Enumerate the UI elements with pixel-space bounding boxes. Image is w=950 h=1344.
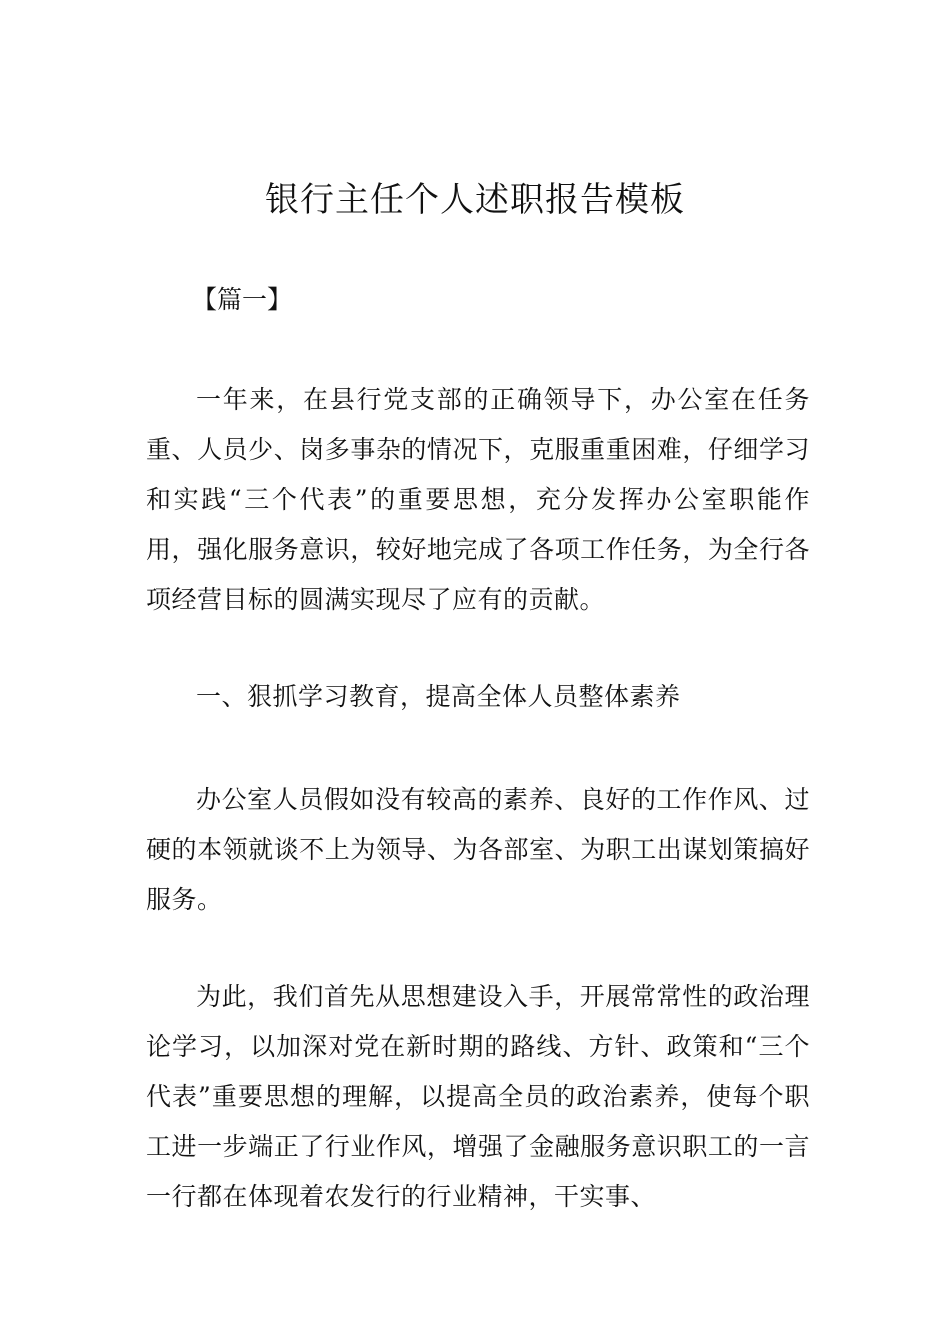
section-tag: 【篇一】 (192, 285, 293, 314)
section-heading-1: 一、狠抓学习教育，提高全体人员整体素养 (196, 682, 681, 711)
body-paragraph-1: 办公室人员假如没有较高的素养、良好的工作作风、过硬的本领就谈不上为领导、为各部室、为职工出谋划策搞好服务。 (146, 785, 810, 914)
document-title: 银行主任个人述职报告模板 (265, 180, 685, 220)
intro-paragraph: 一年来，在县行党支部的正确领导下，办公室在任务重、人员少、岗多事杂的情况下，克服重重困难，仔细学习和实践“三个代表”的重要思想，充分发挥办公室职能作用，强化服务意识，较好地完成了各项工作任务，为全行各项经营目标的圆满实现尽了应有的贡献。 (146, 385, 810, 614)
body-paragraph-2: 为此，我们首先从思想建设入手，开展常常性的政治理论学习，以加深对党在新时期的路线、方针、政策和“三个代表”重要思想的理解，以提高全员的政治素养，使每个职工进一步端正了行业作风，增强了金融服务意识职工的一言一行都在体现着农发行的行业精神，干实事、 (146, 982, 810, 1211)
